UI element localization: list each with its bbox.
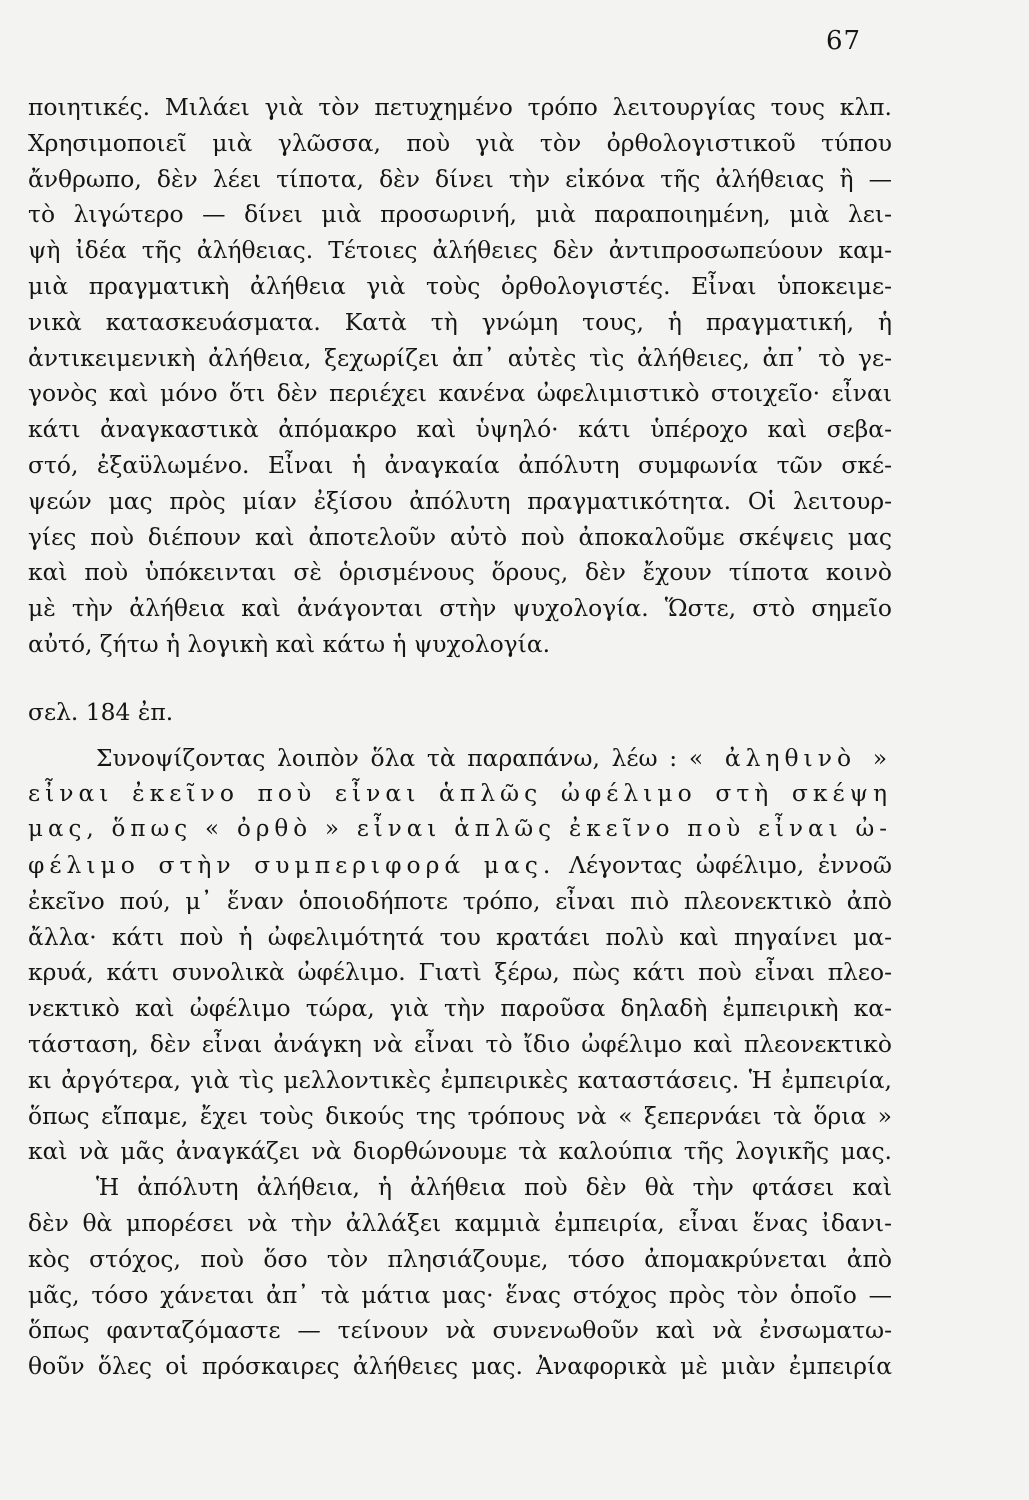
page-reference: σελ. 184 ἐπ. <box>28 697 174 726</box>
text-line: καὶ νὰ μᾶς ἀναγκάζει νὰ διορθώνουμε τὰ καλούπια τῆς λογικῆς μας. <box>28 1137 892 1166</box>
text-line: ἐκεῖνο πού, μ᾿ ἕναν ὁποιοδήποτε τρόπο, εἶναι πιὸ πλεονεκτικὸ ἀπὸ <box>28 886 892 915</box>
text-line: κι ἀργότερα, γιὰ τὶς μελλοντικὲς ἐμπειρικὲς καταστάσεις. Ἡ ἐμπειρία, <box>28 1065 892 1094</box>
spacer <box>28 731 892 741</box>
text-line: γονὸς καὶ μόνο ὅτι δὲν περιέχει κανένα ὠφελιμιστικὸ στοιχεῖο· εἶναι <box>28 379 892 408</box>
text-line: αὐτό, ζήτω ἡ λογικὴ καὶ κάτω ἡ ψυχολογία. <box>28 629 551 658</box>
text-segment: Συνοψίζοντας λοιπὸν ὅλα τὰ παραπάνω, λέω : <box>96 743 678 772</box>
text-line: μὲ τὴν ἀλήθεια καὶ ἀνάγονται στὴν ψυχολογία. Ὥστε, στὸ σημεῖο <box>28 594 892 623</box>
text-line: μᾶς, τόσο χάνεται ἀπ᾿ τὰ μάτια μας· ἕνας στόχος πρὸς τὸν ὁποῖο — <box>28 1280 892 1309</box>
text-line: καὶ ποὺ ὑπόκεινται σὲ ὁρισμένους ὅρους, δὲν ἔχουν τίποτα κοινὸ <box>28 558 892 587</box>
paragraph-1 <box>28 90 892 663</box>
text-line: κρυά, κάτι συνολικὰ ὠφέλιμο. Γιατὶ ξέρω, πὼς κάτι ποὺ εἶναι πλεο- <box>28 958 892 987</box>
paragraph-3 <box>28 1170 892 1385</box>
text-line: ἄνθρωπο, δὲν λέει τίποτα, δὲν δίνει τὴν εἰκόνα τῆς ἀλήθειας ἢ — <box>28 164 892 193</box>
text-line: ποιητικές. Μιλάει γιὰ τὸν πετυχημένο τρόπο λειτουργίας τους κλπ. <box>28 93 892 121</box>
spacer <box>28 663 892 695</box>
text-line <box>28 741 892 777</box>
text-line: ψὴ ἰδέα τῆς ἀλήθειας. Τέτοιες ἀλήθειες δὲν ἀντιπροσωπεύουν καμ- <box>28 236 892 265</box>
text-line: κάτι ἀναγκαστικὰ ἀπόμακρο καὶ ὑψηλό· κάτι ὑπέροχο καὶ σεβα- <box>28 415 892 444</box>
text-segment: Λέγοντας ὠφέλιμο, ἐννοῶ <box>569 850 892 879</box>
text-line: θοῦν ὅλες οἱ πρόσκαιρες ἀλήθειες μας. Ἀναφορικὰ μὲ μιὰν ἐμπειρία <box>28 1352 892 1381</box>
text-line: κὸς στόχος, ποὺ ὅσο τὸν πλησιάζουμε, τόσο ἀπομακρύνεται ἀπὸ <box>28 1244 892 1273</box>
text-line: τάσταση, δὲν εἶναι ἀνάγκη νὰ εἶναι τὸ ἴδιο ὠφέλιμο καὶ πλεονεκτικὸ <box>28 1029 892 1058</box>
text-line: τὸ λιγώτερο — δίνει μιὰ προσωρινή, μιὰ παραποιημένη, μιὰ λει- <box>28 200 892 229</box>
page-number: 67 <box>826 26 862 56</box>
text-line: στό, ἐξαϋλωμένο. Εἶναι ἡ ἀναγκαία ἀπόλυτη συμφωνία τῶν σκέ- <box>28 450 892 479</box>
text-line: ὅπως φανταζόμαστε — τείνουν νὰ συνενωθοῦν καὶ νὰ ἐνσωματω- <box>28 1316 892 1345</box>
spaced-text: φέλιμο στὴν συμπεριφορά μας. <box>28 850 556 879</box>
text-line: γίες ποὺ διέπουν καὶ ἀποτελοῦν αὐτὸ ποὺ ἀποκαλοῦμε σκέψεις μας <box>28 522 892 551</box>
text-line: νικὰ κατασκευάσματα. Κατὰ τὴ γνώμη τους, ἡ πραγματική, ἡ <box>28 307 892 336</box>
spaced-quote: « ἀληθινὸ » <box>688 743 893 772</box>
text-line: νεκτικὸ καὶ ὠφέλιμο τώρα, γιὰ τὴν παροῦσα δηλαδὴ ἐμπειρικὴ κα- <box>28 994 892 1023</box>
text-line: Χρησιμοποιεῖ μιὰ γλῶσσα, ποὺ γιὰ τὸν ὀρθολογιστικοῦ τύπου <box>28 128 892 157</box>
text-line: ψεών μας πρὸς μίαν ἐξίσου ἀπόλυτη πραγματικότητα. Οἱ λειτουρ- <box>28 486 892 515</box>
text-line: δὲν θὰ μπορέσει νὰ τὴν ἀλλάξει καμμιὰ ἐμπειρία, εἶναι ἕνας ἰδανι- <box>28 1208 892 1237</box>
text-line: Ἡ ἀπόλυτη ἀλήθεια, ἡ ἀλήθεια ποὺ δὲν θὰ τὴν φτάσει καὶ <box>96 1173 892 1202</box>
text-line: ἄλλα· κάτι ποὺ ἡ ὠφελιμότητά του κρατάει πολὺ καὶ πηγαίνει μα- <box>28 922 892 951</box>
text-line: μας, ὅπως « ὀρθὸ » εἶναι ἁπλῶς ἐκεῖνο ποὺ εἶναι ὠ- <box>28 816 892 843</box>
text-line: μιὰ πραγματικὴ ἀλήθεια γιὰ τοὺς ὀρθολογιστές. Εἶναι ὑποκειμε- <box>28 271 892 300</box>
text-line: ἀντικειμενικὴ ἀλήθεια, ξεχωρίζει ἀπ᾿ αὐτὲς τὶς ἀλήθειες, ἀπ᾿ τὸ γε- <box>28 343 892 372</box>
body-text <box>28 90 892 1385</box>
text-line <box>28 848 892 884</box>
paragraph-2 <box>28 741 892 1171</box>
text-line: ὅπως εἴπαμε, ἔχει τοὺς δικούς της τρόπους νὰ « ξεπερνάει τὰ ὅρια » <box>28 1101 892 1130</box>
text-line: εἶναι ἐκεῖνο ποὺ εἶναι ἁπλῶς ὠφέλιμο στὴ σκέψη <box>28 779 892 808</box>
